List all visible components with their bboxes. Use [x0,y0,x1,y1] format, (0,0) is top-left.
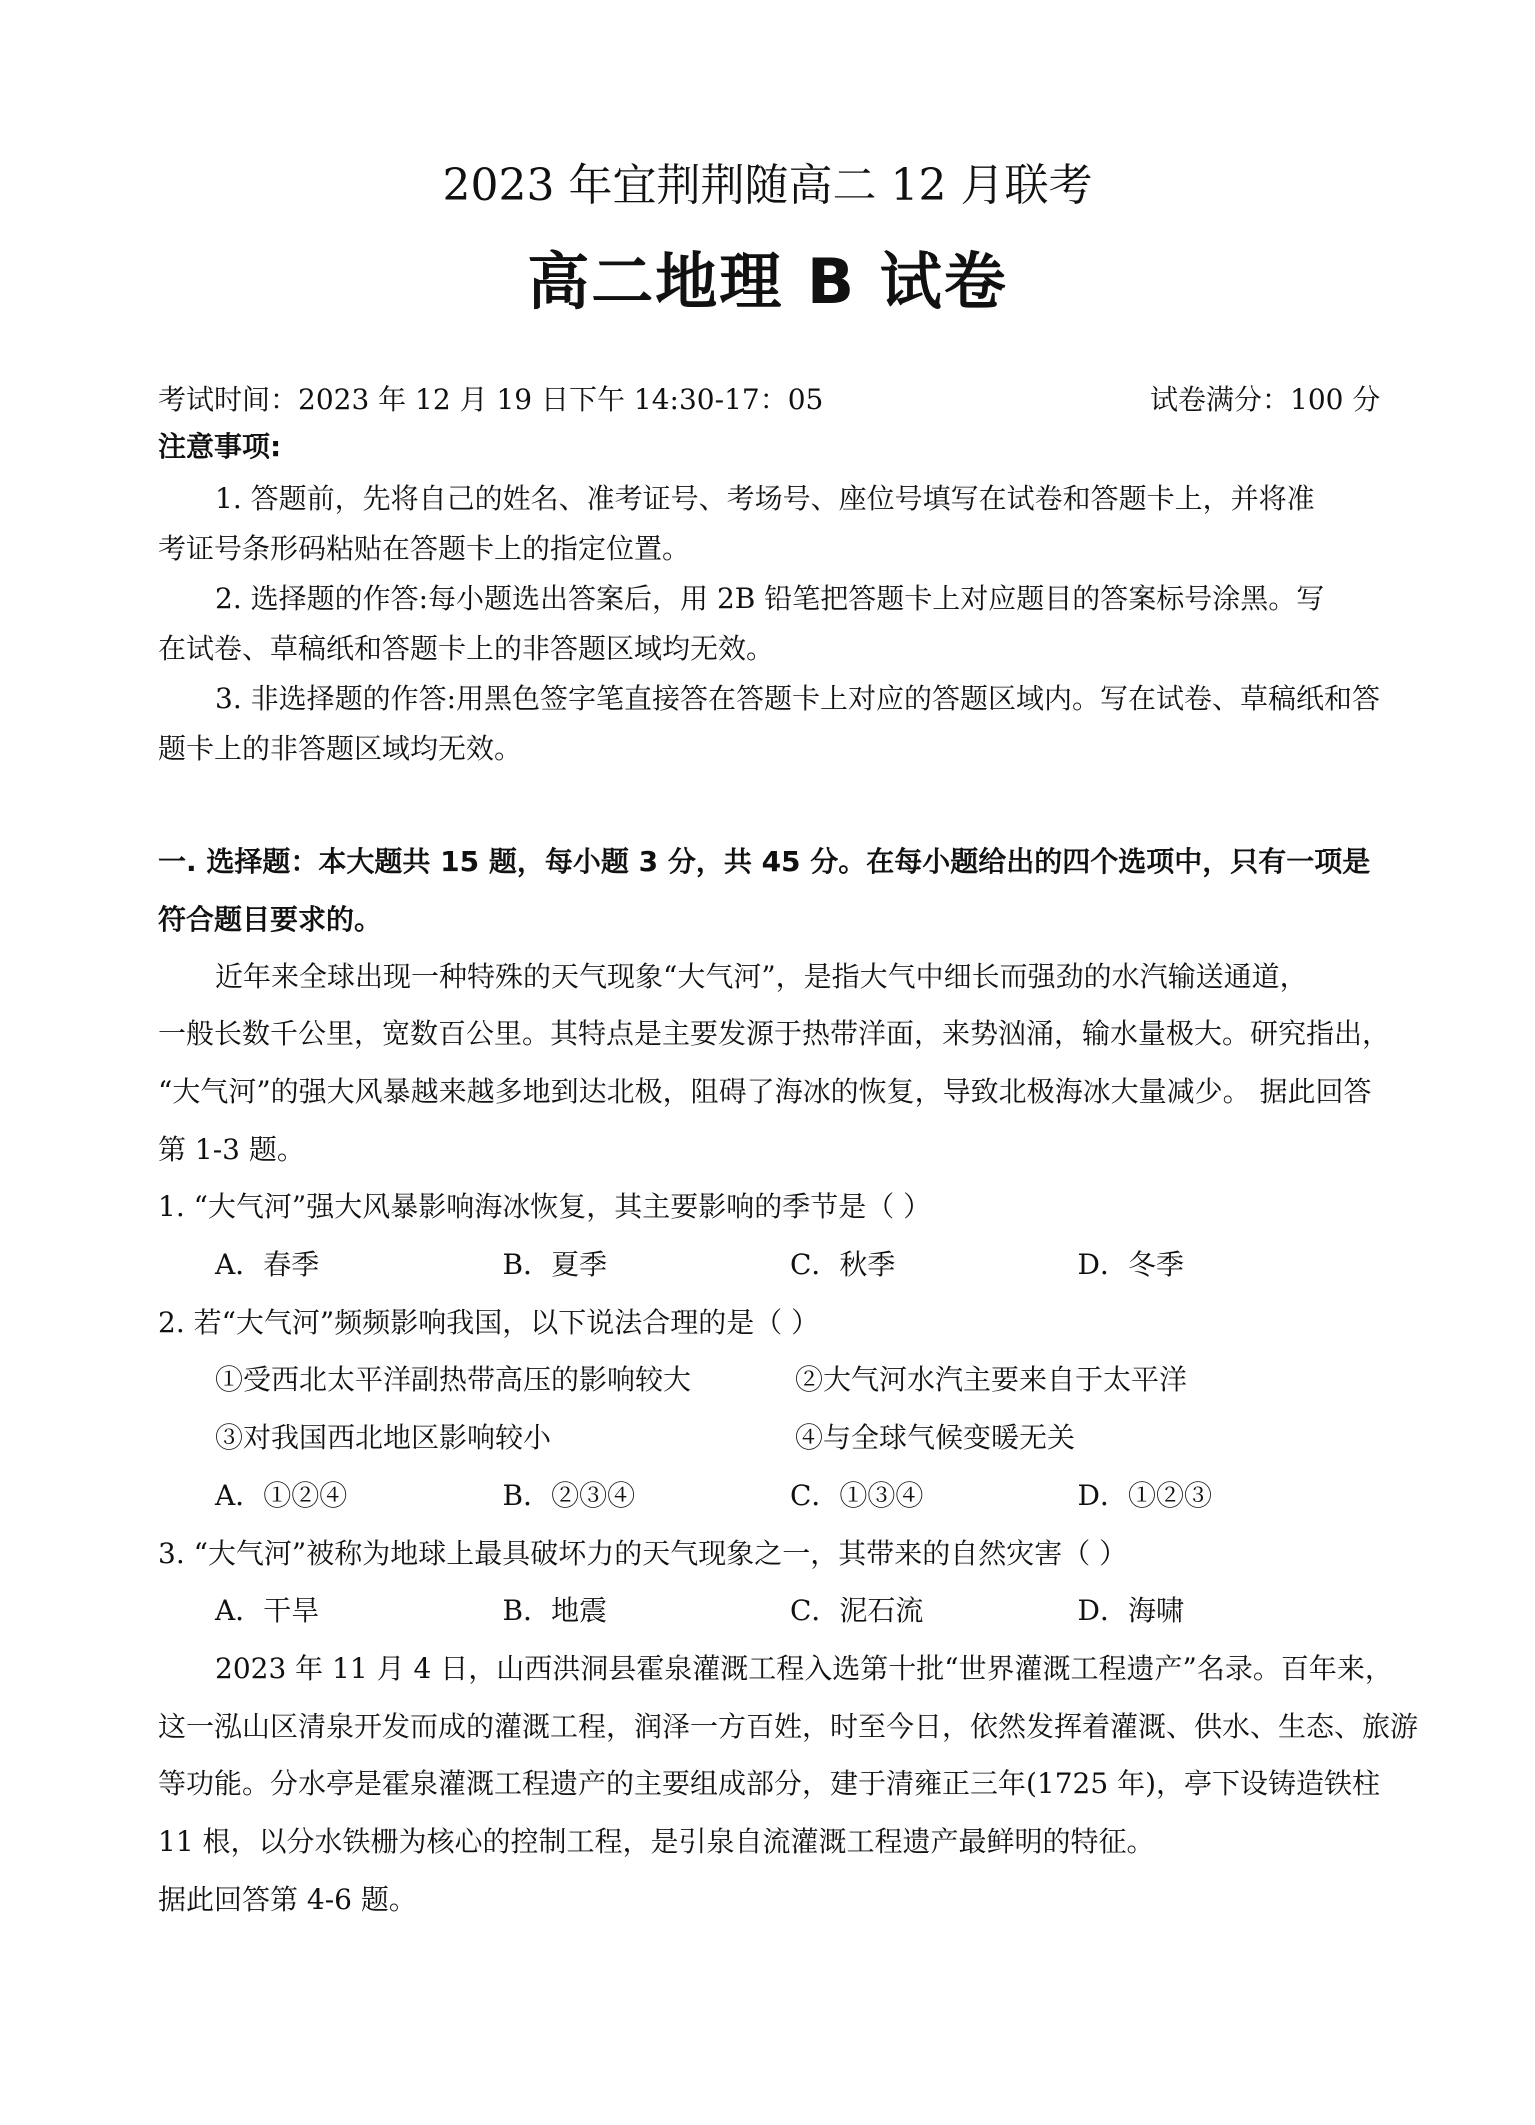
question-3-option-c: C．泥石流 [790,1594,924,1627]
notice-item-1-line-2: 考证号条形码粘贴在答题卡上的指定位置。 [158,532,691,565]
notice-heading: 注意事项: [158,430,282,463]
exam-title: 2023 年宜荆荆随高二 12 月联考 [442,160,1093,211]
question-2-statements-row-1 [215,1363,1375,1397]
question-1-option-b: B．夏季 [502,1248,608,1281]
passage-2-line-2: 这一泓山区清泉开发而成的灌溉工程，润泽一方百姓，时至今日，依然发挥着灌溉、供水、生态、旅游 [158,1710,1419,1743]
question-3-stem: 3. “大气河”被称为地球上最具破坏力的天气现象之一，其带来的自然灾害（ ） [158,1537,1128,1570]
question-1-options [215,1248,1365,1282]
question-1-option-a: A．春季 [215,1248,320,1281]
question-2-statement-2: ②大气河水汽主要来自于太平洋 [795,1363,1188,1396]
paper-title: 高二地理 B 试卷 [527,245,1008,318]
passage-2-line-5: 据此回答第 4-6 题。 [158,1883,417,1916]
notice-item-2-line-1: 2. 选择题的作答:每小题选出答案后，用 2B 铅笔把答题卡上对应题目的答案标号涂黑。写 [215,582,1325,615]
passage-1-line-2: 一般长数千公里，宽数百公里。其特点是主要发源于热带洋面，来势汹涌，输水量极大。研究指出， [158,1017,1391,1050]
question-2-options [215,1479,1365,1513]
question-3-option-a: A．干旱 [215,1594,320,1627]
question-2-option-d: D．①②③ [1077,1479,1212,1512]
passage-2-line-4: 11 根，以分水铁栅为核心的控制工程，是引泉自流灌溉工程遗产最鲜明的特征。 [158,1825,1155,1858]
passage-2-line-3: 等功能。分水亭是霍泉灌溉工程遗产的主要组成部分，建于清雍正三年(1725 年)，亭下设铸造铁柱 [158,1767,1381,1800]
full-score: 试卷满分：100 分 [1150,383,1381,416]
passage-1-line-3: “大气河”的强大风暴越来越多地到达北极，阻碍了海冰的恢复，导致北极海冰大量减少。 据此回答 [158,1075,1372,1108]
question-1-option-d: D．冬季 [1077,1248,1184,1281]
notice-item-1-line-1: 1. 答题前，先将自己的姓名、准考证号、考场号、座位号填写在试卷和答题卡上，并将准 [215,482,1315,515]
notice-item-3-line-2: 题卡上的非答题区域均无效。 [158,732,523,765]
question-2-option-b: B．②③④ [502,1479,636,1512]
question-3-option-b: B．地震 [502,1594,608,1627]
question-2-stem: 2. 若“大气河”频频影响我国，以下说法合理的是（ ） [158,1306,820,1339]
passage-1-line-1: 近年来全球出现一种特殊的天气现象“大气河”，是指大气中细长而强劲的水汽输送通道， [215,960,1308,993]
notice-item-3-line-1: 3. 非选择题的作答:用黑色签字笔直接答在答题卡上对应的答题区域内。写在试卷、草稿纸和答 [215,682,1381,715]
question-2-statement-4: ④与全球气候变暖无关 [795,1421,1076,1454]
question-2-statements-row-2 [215,1421,1375,1455]
section-1-heading-line-1: 一. 选择题：本大题共 15 题，每小题 3 分，共 45 分。在每小题给出的四个选项中，只有一项是 [158,845,1371,878]
passage-1-line-4: 第 1-3 题。 [158,1133,305,1166]
notice-item-2-line-2: 在试卷、草稿纸和答题卡上的非答题区域均无效。 [158,632,775,665]
section-1-heading-line-2: 符合题目要求的。 [158,903,383,936]
question-1-stem: 1. “大气河”强大风暴影响海冰恢复，其主要影响的季节是（ ） [158,1190,932,1223]
question-3-options [215,1594,1365,1628]
question-3-option-d: D．海啸 [1077,1594,1184,1627]
question-2-option-c: C．①③④ [790,1479,924,1512]
exam-time: 考试时间：2023 年 12 月 19 日下午 14:30-17：05 [158,383,824,416]
question-1-option-c: C．秋季 [790,1248,896,1281]
question-2-statement-1: ①受西北太平洋副热带高压的影响较大 [215,1363,692,1396]
question-2-option-a: A．①②④ [215,1479,348,1512]
question-2-statement-3: ③对我国西北地区影响较小 [215,1421,552,1454]
passage-2-line-1: 2023 年 11 月 4 日，山西洪洞县霍泉灌溉工程入选第十批“世界灌溉工程遗产”名录。百年来， [215,1652,1393,1685]
